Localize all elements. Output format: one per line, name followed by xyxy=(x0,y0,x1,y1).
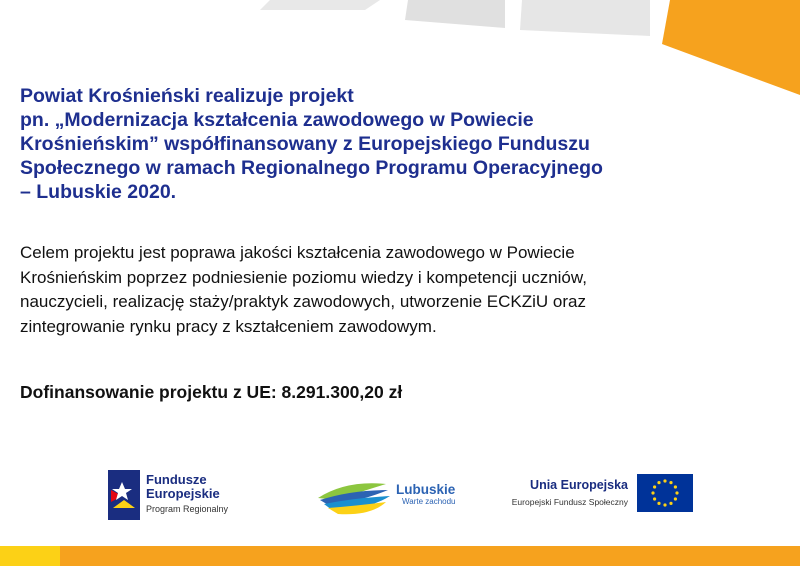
ue-logo-text xyxy=(510,478,628,507)
ue-line1: Unia Europejska xyxy=(530,478,628,492)
description-line: Celem projektu jest poprawa jakości kształcenia zawodowego w Powiecie xyxy=(20,243,575,262)
title-line: Krośnieńskim” współfinansowany z Europejskiego Funduszu xyxy=(20,133,590,155)
title-line: Powiat Krośnieński realizuje projekt xyxy=(20,85,354,107)
fundusze-line2: Europejskie xyxy=(146,486,220,501)
project-description xyxy=(20,241,760,339)
lubuskie-tagline: Warte zachodu xyxy=(402,497,456,506)
fundusze-line1: Fundusze xyxy=(146,472,207,487)
fundusze-line3: Program Regionalny xyxy=(146,504,229,514)
ue-line2: Europejski Fundusz Społeczny xyxy=(511,497,628,507)
bottom-stripe xyxy=(0,546,800,566)
title-line: – Lubuskie 2020. xyxy=(20,181,177,203)
title-line: Społecznego w ramach Regionalnego Programu Operacyjnego xyxy=(20,157,603,179)
top-decoration xyxy=(0,0,800,95)
description-line: nauczycieli, realizację staży/praktyk zawodowych, utworzenie ECKZiU oraz xyxy=(20,292,586,311)
eu-flag-icon xyxy=(637,474,693,512)
lubuskie-name: Lubuskie xyxy=(396,482,456,497)
lubuskie-logo-icon xyxy=(316,476,396,516)
description-line: Krośnieńskim poprzez podniesienie poziomu wiedzy i kompetencji uczniów, xyxy=(20,267,587,287)
page-title xyxy=(20,84,720,204)
title-line: pn. „Modernizacja kształcenia zawodowego w Powiecie xyxy=(20,109,534,131)
fundusze-europejskie-logo-icon xyxy=(108,470,140,520)
funding-amount: Dofinansowanie projektu z UE: 8.291.300,20 zł xyxy=(20,382,403,402)
fundusze-logo-text xyxy=(146,473,228,514)
description-line: zintegrowanie rynku pracy z kształceniem zawodowym. xyxy=(20,316,437,336)
